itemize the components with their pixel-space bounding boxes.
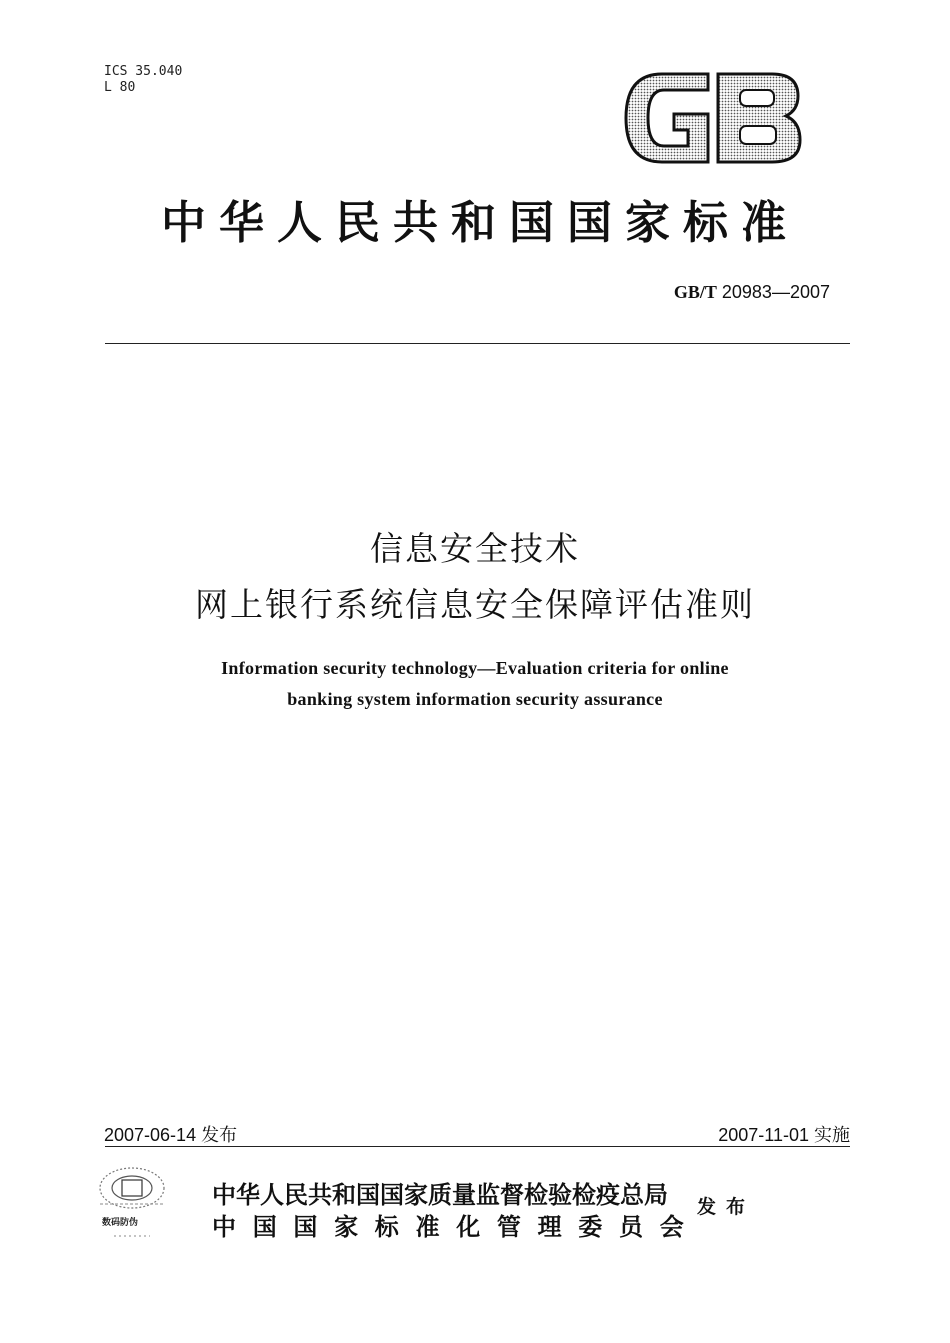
anti-counterfeit-seal-icon [94,1160,170,1240]
standard-number-value: 20983—2007 [721,282,830,302]
gb-logo-b [718,74,800,162]
title-cn-line1: 信息安全技术 [370,529,580,568]
gb-logo [622,70,804,166]
issue-date: 2007-06-14 发布 [104,1125,238,1145]
national-standard-title: 中华人民共和国国家标准 [160,196,799,249]
ccs-code: L 80 [104,80,136,95]
issue-verb: 发布 [697,1196,756,1218]
header-divider [105,343,850,344]
footer-divider [105,1146,850,1147]
implementation-date: 2007-11-01 实施 [718,1125,850,1145]
title-en-line2: banking system information security assurance [287,689,663,709]
title-cn-line2: 网上银行系统信息安全保障评估准则 [195,585,755,624]
standard-number [520,282,830,303]
gb-logo-g [626,74,708,162]
issuer-line1: 中华人民共和国国家质量监督检验检疫总局 [212,1180,668,1209]
title-en-line1: Information security technology—Evaluation criteria for online [221,658,729,678]
ics-code: ICS 35.040 [104,64,183,79]
issuer-line2: 中国国家标准化管理委员会 [212,1212,701,1241]
seal-text: 数码防伪 [102,1218,139,1228]
standard-number-prefix: GB/T [673,282,717,302]
